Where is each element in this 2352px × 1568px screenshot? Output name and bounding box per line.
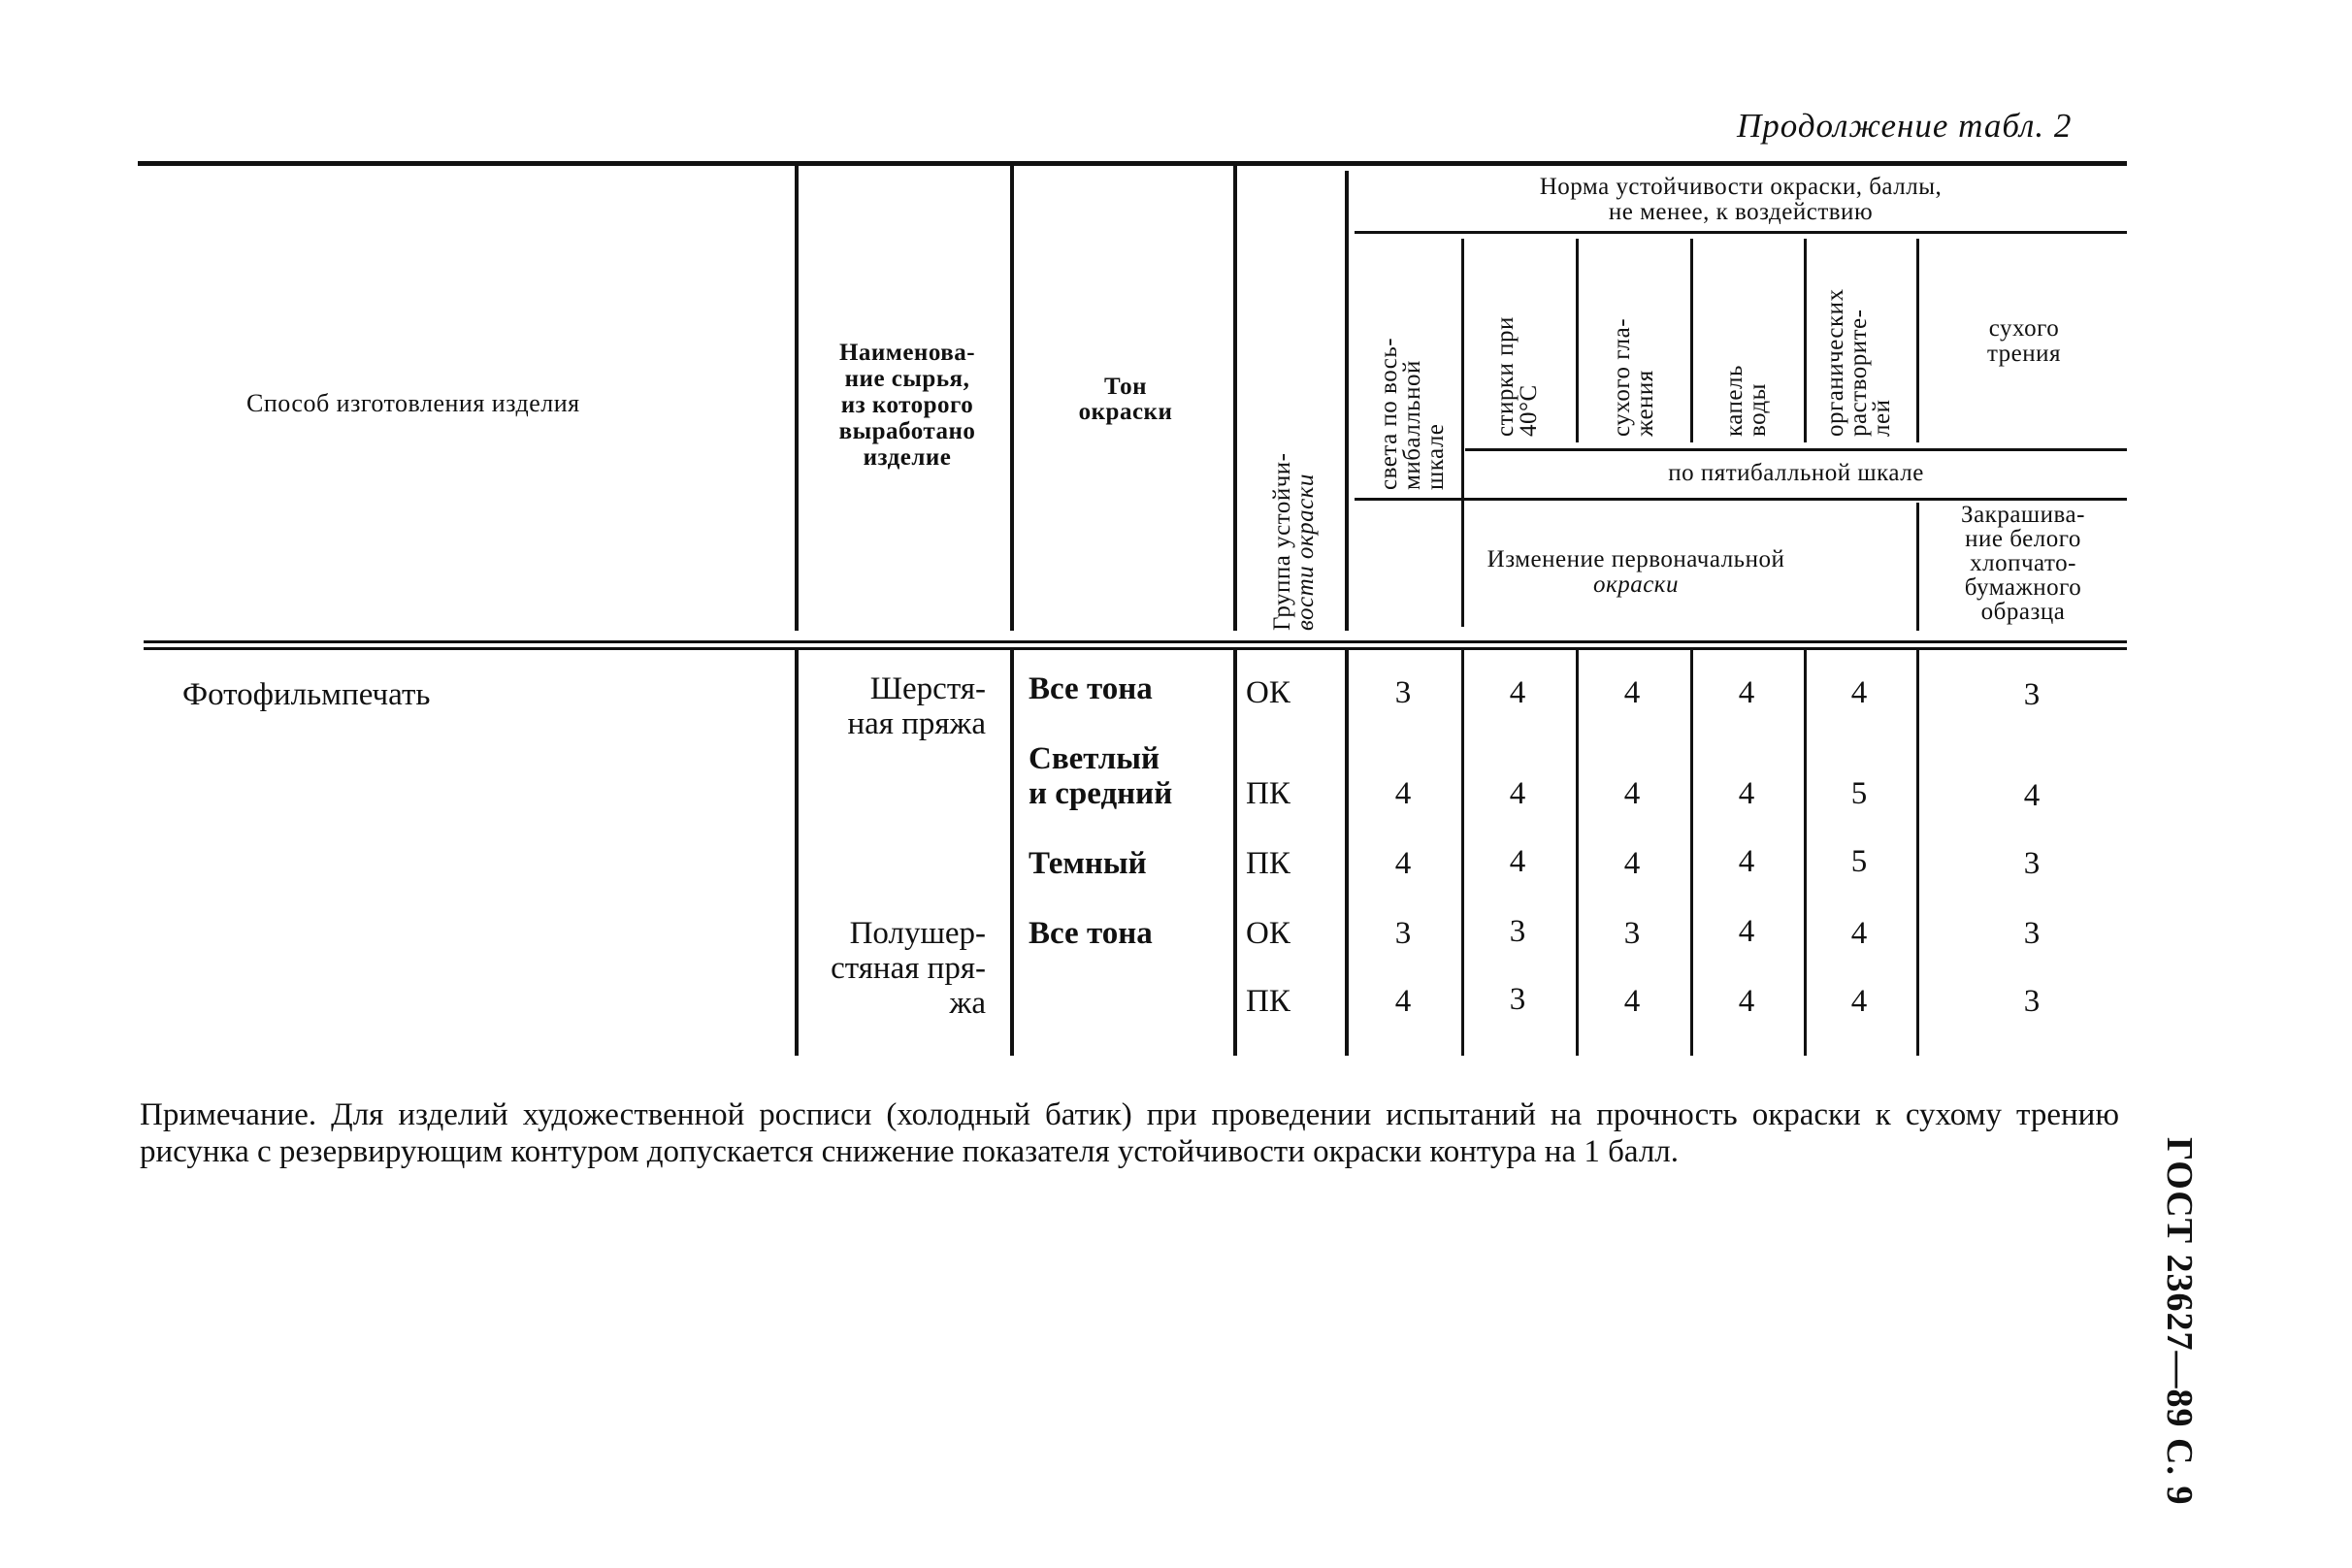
- col-divider: [1916, 648, 1919, 1056]
- value-cell: 3: [1623, 916, 1641, 951]
- value-cell: 5: [1850, 776, 1868, 811]
- header-staining-line: ние белого: [1965, 526, 2081, 552]
- col-divider: [1345, 171, 1349, 631]
- value-cell: 4: [1623, 675, 1641, 710]
- group-cell: ПК: [1246, 984, 1290, 1019]
- value-cell: 4: [2023, 778, 2041, 813]
- header-col-water: [1723, 365, 1770, 437]
- material-line: стяная пря-: [831, 951, 986, 986]
- header-col-solvent-line: органических: [1822, 288, 1848, 437]
- header-col-iron-line: жения: [1632, 370, 1658, 437]
- header-col-dry-line: сухого: [1988, 315, 2060, 342]
- header-col-dry-line: трения: [1986, 341, 2062, 367]
- header-col-solvent-line: растворите-: [1846, 309, 1872, 437]
- value-cell: 4: [1738, 914, 1755, 949]
- col-divider: [1916, 239, 1919, 442]
- header-material-line: ние сырья,: [844, 366, 970, 392]
- value-cell: 3: [2023, 677, 2041, 712]
- value-cell: 3: [1509, 914, 1526, 949]
- header-staining-line: Закрашива-: [1961, 502, 2085, 528]
- side-label: ГОСТ 23627—89 С. 9: [2159, 1137, 2200, 1506]
- header-col-iron-line: сухого гла-: [1609, 317, 1635, 437]
- table-top-rule: [138, 161, 2127, 166]
- col-divider: [1010, 648, 1014, 1056]
- col-divider: [1690, 239, 1693, 442]
- group-cell: ПК: [1246, 846, 1290, 881]
- tone-cell: Все тона: [1029, 916, 1153, 951]
- tone-line: Светлый: [1029, 741, 1160, 776]
- col-divider: [1576, 239, 1579, 442]
- material-line: ная пряжа: [847, 706, 986, 741]
- value-cell: 4: [1509, 675, 1526, 710]
- value-cell: 4: [1623, 776, 1641, 811]
- value-cell: 4: [1623, 846, 1641, 881]
- tone-cell: Темный: [1029, 846, 1147, 881]
- header-group: [1271, 452, 1318, 631]
- group-cell: ОК: [1246, 675, 1290, 710]
- value-cell: 3: [1394, 916, 1412, 951]
- value-cell: 4: [1394, 984, 1412, 1019]
- header-col-solvent: [1824, 288, 1894, 437]
- value-cell: 3: [2023, 846, 2041, 881]
- value-cell: 3: [1509, 982, 1526, 1017]
- header-staining-line: бумажного: [1964, 574, 2082, 601]
- col-divider: [1010, 165, 1014, 631]
- col-divider: [1345, 648, 1349, 1056]
- header-col-light-line: мибалльной: [1399, 360, 1425, 490]
- header-tone-line: окраски: [1078, 399, 1173, 425]
- value-cell: 4: [1738, 844, 1755, 879]
- continuation-label: Продолжение табл. 2: [1737, 107, 2073, 145]
- header-material-line: из которого: [840, 392, 974, 418]
- value-cell: 4: [1394, 846, 1412, 881]
- material-line: жа: [949, 986, 986, 1021]
- header-change-line: окраски: [1593, 572, 1679, 598]
- header-col-water-line: воды: [1745, 383, 1771, 437]
- material-line: Шерстя-: [869, 671, 986, 706]
- header-material-line: выработано: [838, 418, 976, 444]
- scale-rule: [1465, 448, 2127, 451]
- value-cell: 3: [1394, 675, 1412, 710]
- header-col-light: [1378, 338, 1448, 490]
- tone-cell: Все тона: [1029, 671, 1153, 706]
- header-staining-line: образца: [1980, 599, 2066, 625]
- value-cell: 4: [1850, 916, 1868, 951]
- header-staining-line: хлопчато-: [1970, 550, 2076, 576]
- value-cell: 4: [1509, 844, 1526, 879]
- value-cell: 4: [1850, 984, 1868, 1019]
- header-change-line: Изменение первоначальной: [1486, 546, 1785, 572]
- header-group-line: Группа устойчи-: [1269, 452, 1295, 631]
- material-cell: [801, 916, 986, 1021]
- group-cell: ОК: [1246, 916, 1290, 951]
- col-divider: [1233, 648, 1237, 1056]
- col-divider: [1233, 165, 1237, 631]
- header-col-dry: [1921, 316, 2127, 367]
- value-cell: 4: [1394, 776, 1412, 811]
- header-norm: [1355, 175, 2127, 225]
- value-cell: 4: [1738, 675, 1755, 710]
- header-norm-line: Норма устойчивости окраски, баллы,: [1539, 174, 1943, 200]
- header-col-iron: [1611, 318, 1657, 437]
- value-cell: 5: [1850, 844, 1868, 879]
- header-col-wash-line: стирки при: [1492, 316, 1519, 437]
- change-rule: [1355, 498, 2127, 501]
- header-col-wash-line: 40°C: [1516, 384, 1542, 437]
- col-divider: [1461, 648, 1464, 1056]
- value-cell: 4: [1509, 776, 1526, 811]
- group-cell: ПК: [1246, 776, 1290, 811]
- tone-cell: [1029, 741, 1172, 811]
- header-method: Способ изготовления изделия: [246, 389, 580, 417]
- header-col-wash: [1494, 316, 1541, 437]
- header-norm-line: не менее, к воздействию: [1608, 199, 1874, 225]
- header-material-line: Наименова-: [838, 340, 976, 366]
- header-material: [805, 340, 1009, 471]
- col-divider: [1804, 239, 1807, 442]
- value-cell: 3: [2023, 984, 2041, 1019]
- value-cell: 4: [1850, 675, 1868, 710]
- value-cell: 4: [1623, 984, 1641, 1019]
- col-divider: [1804, 648, 1807, 1056]
- col-divider: [795, 648, 799, 1056]
- method-cell: Фотофильмпечать: [182, 677, 431, 712]
- header-col-solvent-line: лей: [1869, 399, 1895, 437]
- header-change: [1355, 547, 1917, 598]
- note-paragraph: Примечание. Для изделий художественной росписи (холодный батик) при проведении испытаний на прочность окраски к сухому трению рисунка с резервирующим контуром допускается снижение показателя устойчивости окраски контура на 1 балл.: [140, 1097, 2119, 1169]
- header-tone: [1019, 375, 1232, 425]
- header-material-line: изделие: [863, 444, 952, 471]
- norm-rule: [1355, 231, 2127, 234]
- col-divider: [1690, 648, 1693, 1056]
- value-cell: 4: [1738, 984, 1755, 1019]
- value-cell: 3: [2023, 916, 2041, 951]
- header-group-line: вости окраски: [1292, 474, 1319, 631]
- header-bottom-rule-2: [144, 647, 2127, 650]
- header-col-light-line: шкале: [1422, 423, 1449, 490]
- col-divider: [1576, 648, 1579, 1056]
- header-five-scale: по пятибалльной шкале: [1668, 460, 1924, 486]
- material-line: Полушер-: [849, 916, 986, 951]
- header-col-water-line: капель: [1721, 365, 1748, 437]
- material-cell: [801, 671, 986, 741]
- col-divider: [795, 165, 799, 631]
- header-staining: [1919, 503, 2127, 624]
- tone-line: и средний: [1029, 776, 1173, 811]
- header-tone-line: Тон: [1104, 374, 1147, 400]
- header-bottom-rule: [144, 640, 2127, 643]
- header-col-light-line: света по вось-: [1376, 337, 1402, 490]
- value-cell: 4: [1738, 776, 1755, 811]
